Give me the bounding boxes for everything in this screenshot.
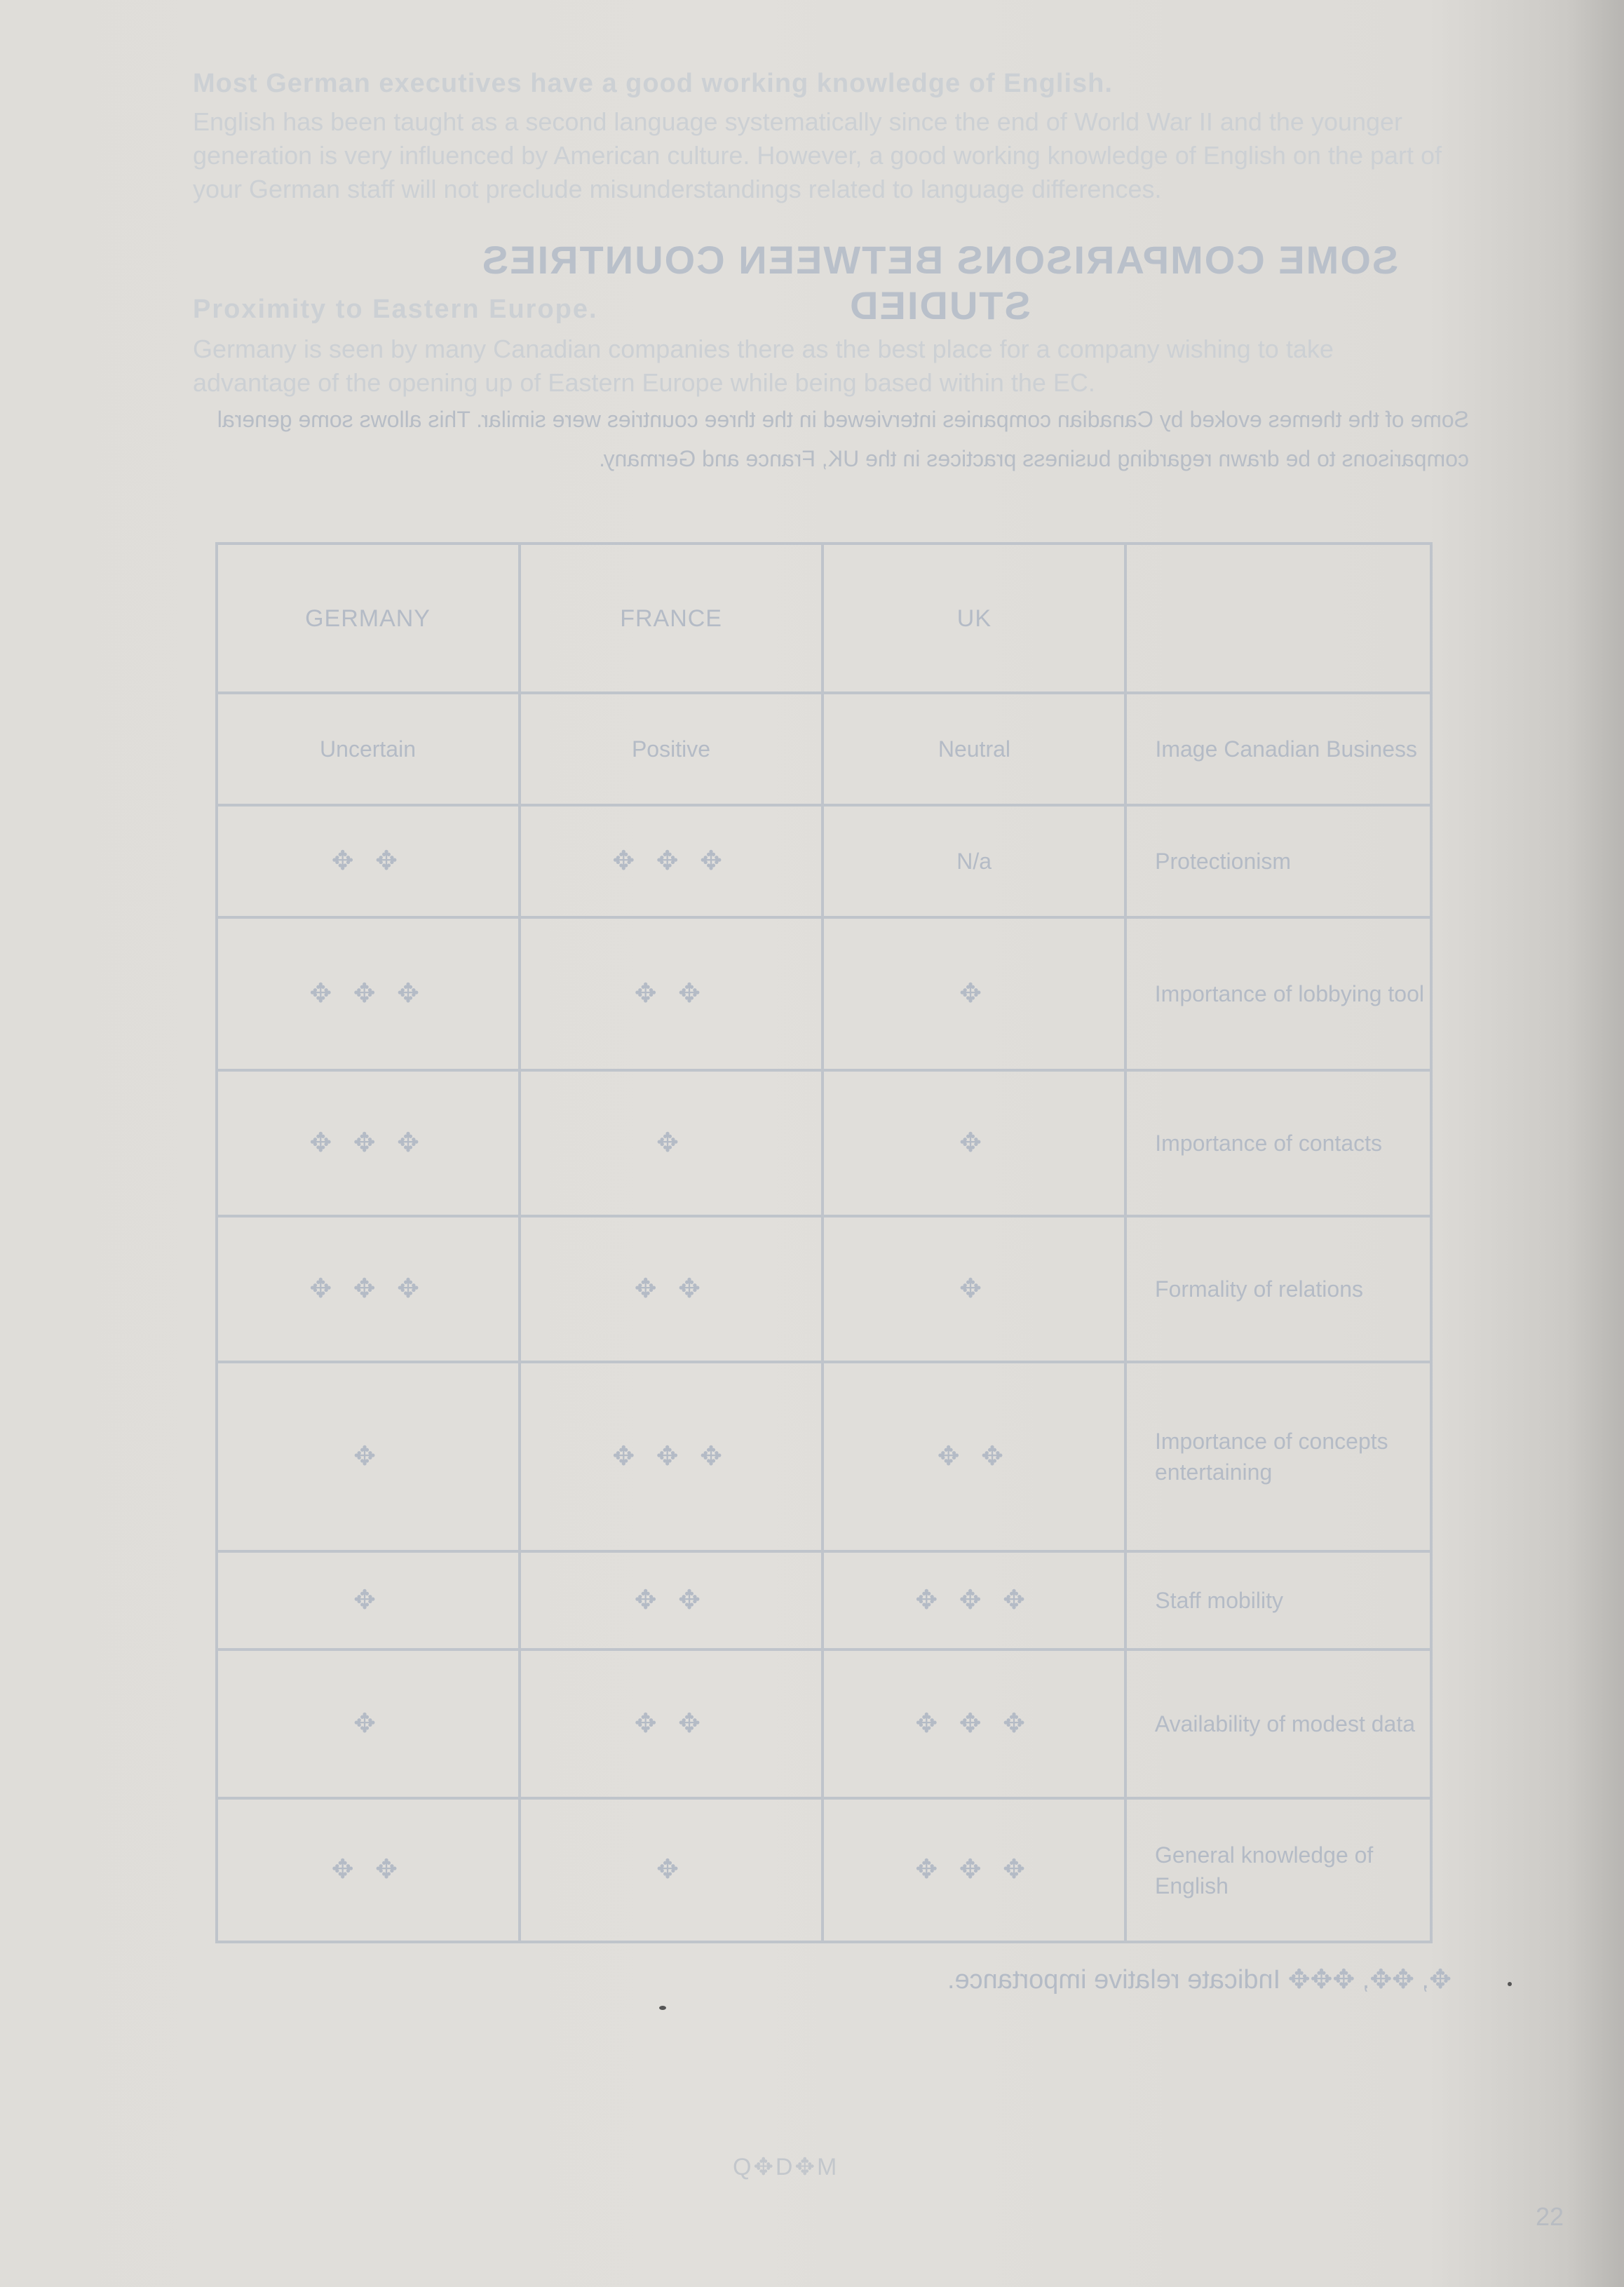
cell-uk: ✥ ✥ bbox=[823, 1362, 1125, 1551]
cell-germany: ✥ ✥ bbox=[217, 1798, 520, 1942]
row-label: Importance of lobbying tool bbox=[1125, 917, 1431, 1070]
cell-france: ✥ ✥ bbox=[520, 1650, 823, 1798]
cell-uk: ✥ ✥ ✥ bbox=[823, 1650, 1125, 1798]
table-row bbox=[217, 805, 1431, 917]
cell-france: ✥ bbox=[520, 1070, 823, 1216]
table-header-row bbox=[217, 544, 1431, 693]
cell-germany: ✥ ✥ ✥ bbox=[217, 1216, 520, 1362]
row-label: General knowledge of English bbox=[1125, 1798, 1431, 1942]
cell-germany: ✥ ✥ ✥ bbox=[217, 1070, 520, 1216]
table-row bbox=[217, 1216, 1431, 1362]
bleed-subheading: Proximity to Eastern Europe. bbox=[193, 295, 598, 324]
page-number: 22 bbox=[1536, 2202, 1564, 2231]
row-label: Availability of modest data bbox=[1125, 1650, 1431, 1798]
cell-uk: ✥ ✥ ✥ bbox=[823, 1798, 1125, 1942]
table-row bbox=[217, 1551, 1431, 1650]
header-uk: UK bbox=[823, 544, 1125, 693]
cell-germany: ✥ bbox=[217, 1551, 520, 1650]
header-france: FRANCE bbox=[520, 544, 823, 693]
footer-mark: Q✥D✥M bbox=[733, 2154, 839, 2180]
cell-france: ✥ ✥ bbox=[520, 1216, 823, 1362]
cell-france: Positive bbox=[520, 693, 823, 805]
header-germany: GERMANY bbox=[217, 544, 520, 693]
cell-france: ✥ ✥ bbox=[520, 1551, 823, 1650]
cell-uk: ✥ bbox=[823, 1216, 1125, 1362]
cell-germany: Uncertain bbox=[217, 693, 520, 805]
bleed-paragraph-1: English has been taught as a second language systematically since the end of World War II and the younger generation is very influenced by American culture. However, a good working knowledge of English on the part of your German staff will not preclude misunderstandings related to language differences. bbox=[193, 107, 1442, 203]
cell-uk: ✥ bbox=[823, 917, 1125, 1070]
table-row bbox=[217, 917, 1431, 1070]
cell-germany: ✥ ✥ bbox=[217, 805, 520, 917]
header-empty bbox=[1125, 544, 1431, 693]
cell-germany: ✥ bbox=[217, 1362, 520, 1551]
table-row bbox=[217, 1650, 1431, 1798]
cell-france: ✥ ✥ ✥ bbox=[520, 805, 823, 917]
cell-france: ✥ bbox=[520, 1798, 823, 1942]
legend-text: ✥, ✥✥, ✥✥✥ Indicate relative importance. bbox=[947, 1965, 1452, 1995]
row-label: Protectionism bbox=[1125, 805, 1431, 917]
row-label: Importance of contacts bbox=[1125, 1070, 1431, 1216]
cell-france: ✥ ✥ bbox=[520, 917, 823, 1070]
page-edge-shadow bbox=[1568, 0, 1624, 2287]
cell-germany: ✥ bbox=[217, 1650, 520, 1798]
row-label: Image Canadian Business bbox=[1125, 693, 1431, 805]
row-label: Staff mobility bbox=[1125, 1551, 1431, 1650]
row-label: Formality of relations bbox=[1125, 1216, 1431, 1362]
cell-france: ✥ ✥ ✥ bbox=[520, 1362, 823, 1551]
table-row bbox=[217, 693, 1431, 805]
cell-uk: N/a bbox=[823, 805, 1125, 917]
page-title: SOME COMPARISONS BETWEEN COUNTRIES STUDIED bbox=[480, 238, 1399, 328]
cell-uk: Neutral bbox=[823, 693, 1125, 805]
table-row bbox=[217, 1798, 1431, 1942]
table-row bbox=[217, 1362, 1431, 1551]
row-label: Importance of concepts entertaining bbox=[1125, 1362, 1431, 1551]
bleed-heading: Most German executives have a good working knowledge of English. bbox=[193, 69, 1113, 98]
ink-speck bbox=[1508, 1982, 1512, 1986]
table-row bbox=[217, 1070, 1431, 1216]
cell-uk: ✥ bbox=[823, 1070, 1125, 1216]
comparison-table bbox=[215, 542, 1433, 1943]
cell-germany: ✥ ✥ ✥ bbox=[217, 917, 520, 1070]
bleed-paragraph-2: Germany is seen by many Canadian companies there as the best place for a company wishing to take advantage of the opening up of Eastern Europe while being based within the EC. bbox=[193, 335, 1334, 397]
ink-speck bbox=[659, 2006, 666, 2010]
intro-text: Some of the themes evoked by Canadian companies interviewed in the three countries were similar. This allows some general comparisons to be drawn regarding business practices in the UK, France and Germany. bbox=[217, 407, 1469, 471]
cell-uk: ✥ ✥ ✥ bbox=[823, 1551, 1125, 1650]
